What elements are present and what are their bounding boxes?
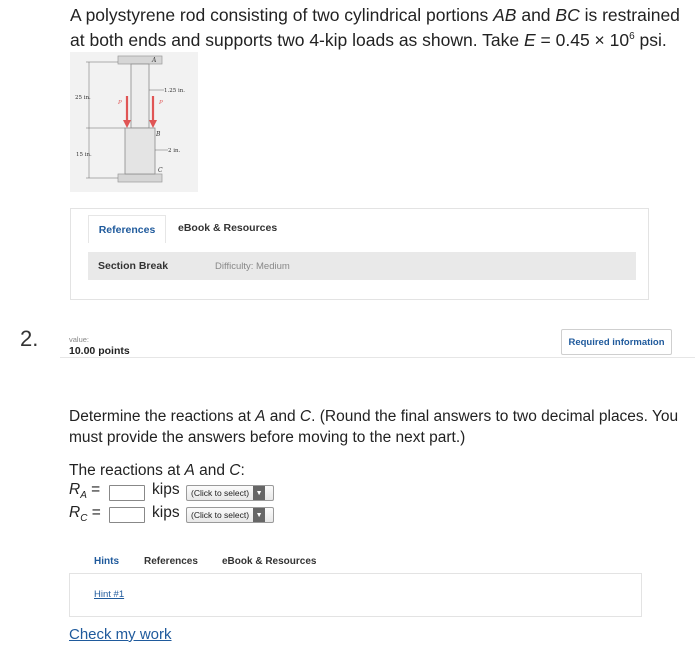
tab-ebook-resources[interactable]: eBook & Resources — [178, 222, 278, 234]
chevron-down-icon: ▼ — [253, 486, 265, 500]
label-c: C — [158, 167, 163, 174]
value-caption: value: — [69, 335, 90, 344]
label-b: B — [156, 131, 161, 138]
dia-bottom: 2 in. — [168, 148, 181, 154]
label-p-right: P — [159, 100, 163, 106]
dim-15: 15 in. — [76, 152, 92, 158]
hints-panel — [69, 573, 642, 617]
dia-top: 1.25 in. — [164, 88, 186, 94]
rc-label: $R_C$ = — [69, 504, 101, 525]
problem-statement: A polystyrene rod consisting of two cylindrical portions AB and BC is restrained at both ends and supports two 4-kip loads as shown. Take $E = 0.45 \times 10^6$ psi. — [70, 5, 680, 50]
difficulty-label: Difficulty: Medium — [215, 261, 290, 272]
required-information-button[interactable]: Required information — [561, 329, 672, 355]
ra-select[interactable]: (Click to select) ▼ — [186, 485, 274, 501]
dim-25: 25 in. — [75, 95, 91, 101]
tab-references-2[interactable]: References — [144, 556, 198, 567]
points-value: 10.00 points — [69, 345, 130, 357]
rc-input[interactable] — [109, 507, 145, 523]
check-my-work-link[interactable]: Check my work — [69, 626, 172, 643]
ra-label: $R_A$ = — [69, 481, 101, 502]
tab-ebook-resources-2[interactable]: eBook & Resources — [222, 556, 317, 567]
question-text: Determine the reactions at A and C. (Round the final answers to two decimal places. You must provide the answers before moving to the next part.) — [69, 408, 679, 446]
tab-hints[interactable]: Hints — [94, 556, 119, 567]
rc-unit: kips — [152, 504, 180, 521]
section-break-bar — [88, 252, 636, 280]
chevron-down-icon: ▼ — [253, 508, 265, 522]
reactions-heading: The reactions at A and C: — [69, 462, 245, 479]
rc-select[interactable]: (Click to select) ▼ — [186, 507, 274, 523]
rod-figure — [70, 52, 198, 192]
label-p-left: P — [118, 100, 122, 106]
hint-1-link[interactable]: Hint #1 — [94, 589, 125, 600]
ra-unit: kips — [152, 481, 180, 498]
rod-bc — [125, 128, 155, 174]
section-break-label: Section Break — [98, 260, 169, 272]
bottom-support — [118, 174, 162, 182]
tab-references[interactable]: References — [88, 215, 166, 243]
question-divider — [60, 357, 695, 358]
rod-ab — [131, 64, 149, 128]
ra-input[interactable] — [109, 485, 145, 501]
label-a: A — [152, 57, 157, 64]
question-number: 2. — [20, 326, 39, 351]
